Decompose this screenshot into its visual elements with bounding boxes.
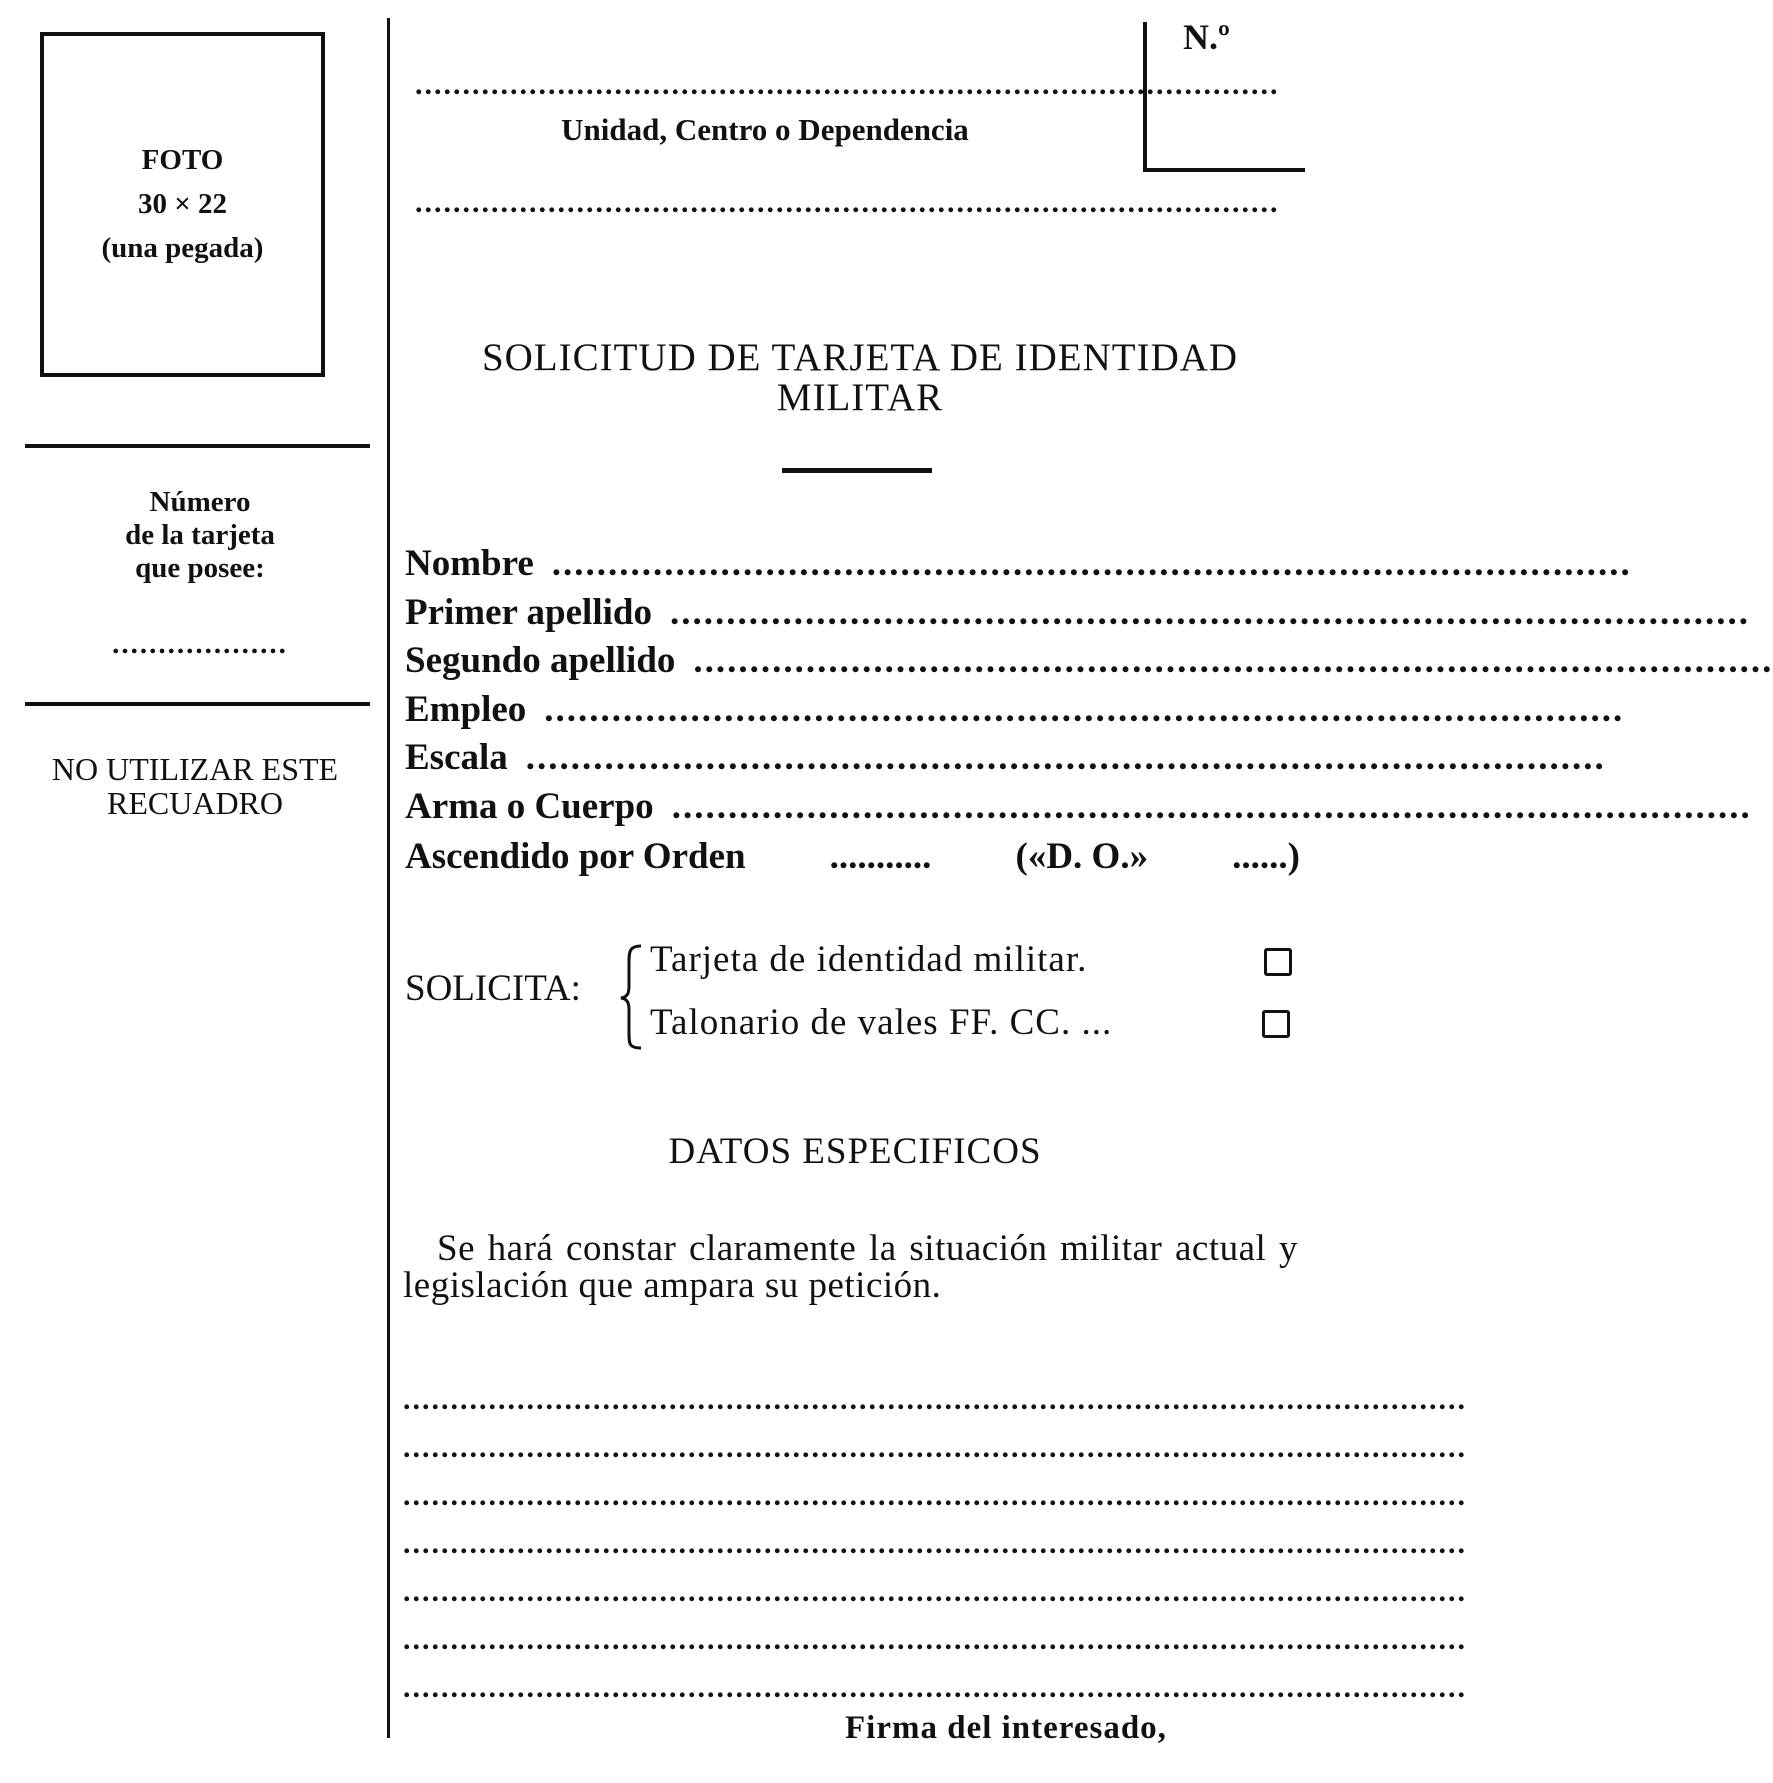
unit-field-top[interactable]: ........................................................................................... bbox=[415, 68, 1280, 101]
field-dots[interactable]: ................................................................................................ bbox=[693, 640, 1773, 681]
card-number-label bbox=[40, 486, 360, 585]
field-dots[interactable]: ................................................................................................ bbox=[525, 737, 1606, 778]
card-number-line-3: que posee: bbox=[135, 552, 265, 584]
ascendido-label: Ascendido por Orden bbox=[405, 836, 746, 877]
signature-label: Firma del interesado, bbox=[845, 1710, 1167, 1746]
field-label: Segundo apellido bbox=[405, 640, 676, 681]
field-label: Nombre bbox=[405, 543, 534, 584]
field-dots[interactable]: ................................................................................................ bbox=[551, 543, 1632, 584]
card-number-line-1: Número bbox=[149, 486, 251, 518]
field-dots[interactable]: ................................................................................................ bbox=[544, 688, 1625, 730]
datos-line[interactable]: ................................................................................................................ bbox=[403, 1575, 1467, 1608]
ascendido-do-label: («D. O.» bbox=[1015, 836, 1149, 877]
form-title-line-2: MILITAR bbox=[776, 376, 944, 419]
field-dots[interactable]: ................................................................................................ bbox=[669, 591, 1750, 633]
field-nombre[interactable] bbox=[405, 542, 1632, 591]
datos-line[interactable]: ................................................................................................................ bbox=[403, 1623, 1467, 1656]
form-title-line-1: SOLICITUD DE TARJETA DE IDENTIDAD bbox=[481, 336, 1239, 379]
field-escala[interactable] bbox=[405, 736, 1606, 785]
datos-lines bbox=[403, 1382, 1467, 1718]
no-utilizar-notice bbox=[15, 752, 375, 820]
photo-label: FOTO bbox=[141, 144, 224, 176]
number-label: N.º bbox=[1183, 17, 1230, 57]
field-empleo[interactable] bbox=[405, 688, 1625, 737]
solicita-option-talonario: Talonario de vales FF. CC. ... bbox=[650, 1002, 1113, 1043]
brace-icon bbox=[617, 942, 651, 1052]
datos-line[interactable]: ................................................................................................................ bbox=[403, 1671, 1467, 1704]
field-label: Primer apellido bbox=[405, 591, 652, 633]
card-number-field[interactable]: ................... bbox=[112, 628, 288, 660]
photo-instructions bbox=[40, 138, 325, 270]
talonario-checkbox[interactable] bbox=[1262, 1010, 1290, 1038]
field-label: Empleo bbox=[405, 688, 527, 730]
datos-heading: DATOS ESPECIFICOS bbox=[668, 1131, 1042, 1172]
no-utilizar-line-2: RECUADRO bbox=[106, 785, 283, 821]
field-dots[interactable]: ................................................................................................ bbox=[671, 785, 1752, 827]
field-primer-apellido[interactable] bbox=[405, 591, 1750, 640]
ascendido-order-dots[interactable]: ........... bbox=[829, 836, 932, 877]
field-arma-o-cuerpo[interactable] bbox=[405, 785, 1752, 834]
vertical-divider bbox=[387, 18, 390, 1738]
ascendido-do-dots[interactable]: ......) bbox=[1232, 836, 1300, 877]
left-divider-top bbox=[25, 444, 370, 448]
unit-field-bottom[interactable]: ........................................................................................... bbox=[415, 186, 1280, 219]
field-segundo-apellido[interactable] bbox=[405, 639, 1773, 688]
photo-size: 30 × 22 bbox=[137, 188, 228, 220]
solicita-label: SOLICITA: bbox=[405, 968, 581, 1009]
field-ascendido[interactable] bbox=[405, 835, 1300, 878]
datos-line[interactable]: ................................................................................................................ bbox=[403, 1431, 1467, 1464]
datos-instructions: Se hará constar claramente la situación militar actual y legislación que ampara su petición. bbox=[403, 1228, 1298, 1306]
datos-line[interactable]: ................................................................................................................ bbox=[403, 1479, 1467, 1512]
card-number-line-2: de la tarjeta bbox=[125, 519, 275, 551]
field-label: Escala bbox=[405, 737, 508, 778]
datos-line[interactable]: ................................................................................................................ bbox=[403, 1383, 1467, 1416]
photo-note: (una pegada) bbox=[101, 232, 264, 264]
solicita-option-tarjeta: Tarjeta de identidad militar. bbox=[650, 939, 1088, 980]
no-utilizar-line-1: NO UTILIZAR ESTE bbox=[51, 751, 339, 787]
field-label: Arma o Cuerpo bbox=[405, 785, 654, 827]
left-divider-bottom bbox=[25, 702, 370, 706]
unit-label: Unidad, Centro o Dependencia bbox=[561, 112, 969, 147]
tarjeta-checkbox[interactable] bbox=[1264, 948, 1292, 976]
form-title bbox=[400, 338, 1320, 418]
datos-line[interactable]: ................................................................................................................ bbox=[403, 1527, 1467, 1560]
title-underline bbox=[782, 468, 932, 473]
personal-fields bbox=[405, 542, 1773, 833]
